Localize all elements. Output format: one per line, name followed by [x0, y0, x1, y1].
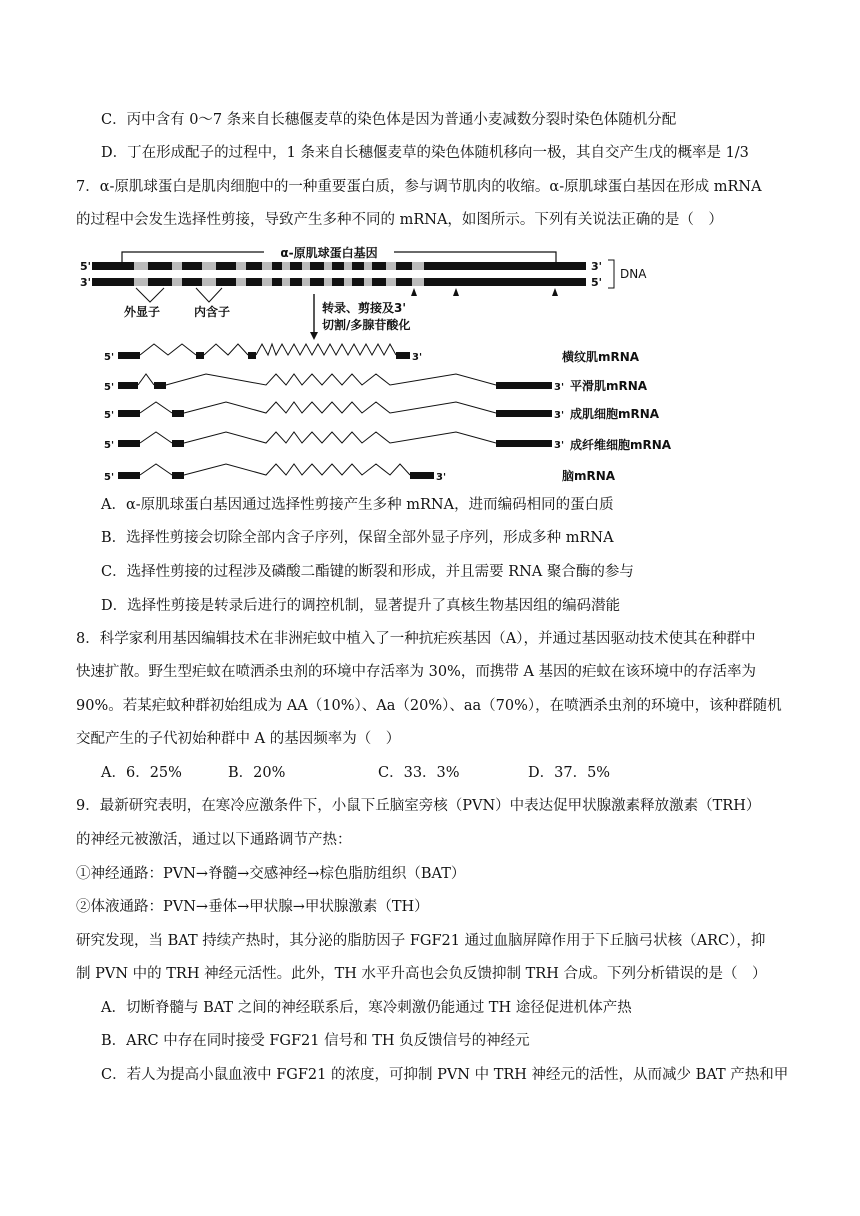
- q9-pathway-humoral: ②体液通路：PVN→垂体→甲状腺→甲状腺激素（TH）: [76, 899, 429, 915]
- q9-option-c: C．若人为提高小鼠血液中 FGF21 的浓度，可抑制 PVN 中 TRH 神经元的活性，从而减少 BAT 产热和甲: [101, 1067, 789, 1083]
- exon-label: 外显子: [124, 305, 161, 319]
- cleavage-triangle: [552, 288, 558, 296]
- mrna-smooth: [104, 374, 564, 393]
- q7-option-d: D．选择性剪接是转录后进行的调控机制，显著提升了真核生物基因组的编码潜能: [101, 598, 621, 614]
- q9-stem-line1: 9．最新研究表明，在寒冷应激条件下，小鼠下丘脑室旁核（PVN）中表达促甲状腺激素释放激素（TRH）: [76, 798, 761, 814]
- q8-stem-line4: 交配产生的子代初始种群中 A 的基因频率为（ ）: [76, 731, 401, 747]
- mrna-myoblast: [104, 402, 564, 421]
- q8-stem-line2: 快速扩散。野生型疟蚊在喷洒杀虫剂的环境中存活率为 30%，而携带 A 基因的疟蚊在该环境中的存活率为: [76, 664, 757, 680]
- dna-5prime-top: 5': [80, 260, 92, 273]
- q9-stem-line2: 的神经元被激活，通过以下通路调节产热：: [76, 832, 352, 848]
- process-label-line2: 切割/多腺苷酸化: [322, 318, 411, 332]
- cleavage-triangle: [453, 288, 459, 296]
- mrna-label-4: 成纤维细胞mRNA: [570, 438, 672, 452]
- mrna-label-1: 横纹肌mRNA: [562, 350, 640, 364]
- dna-3prime-top: 3': [591, 260, 603, 273]
- svg-text:5': 5': [104, 472, 115, 483]
- dna-5prime-bottom: 5': [591, 276, 603, 289]
- intron-label: 内含子: [194, 305, 231, 319]
- mrna-fibroblast: [104, 432, 564, 451]
- q8-option-b: B．20%: [228, 765, 286, 781]
- q7-option-c: C．选择性剪接的过程涉及磷酸二酯键的断裂和形成，并且需要 RNA 聚合酶的参与: [101, 564, 634, 580]
- q6-option-d: D．丁在形成配子的过程中，1 条来自长穗偃麦草的染色体随机移向一极，其自交产生戊的概率是 1/3: [101, 145, 749, 161]
- q6-option-c: C．丙中含有 0～7 条来自长穗偃麦草的染色体是因为普通小麦减数分裂时染色体随机分配: [101, 112, 677, 128]
- gene-label: α-原肌球蛋白基因: [280, 246, 378, 260]
- svg-text:5': 5': [104, 382, 115, 393]
- q8-option-a: A．6．25%: [101, 765, 182, 781]
- q7-option-a: A．α-原肌球蛋白基因通过选择性剪接产生多种 mRNA，进而编码相同的蛋白质: [101, 497, 614, 513]
- splicing-figure: [76, 240, 696, 488]
- q8-option-d: D．37．5%: [528, 765, 611, 781]
- svg-text:3': 3': [554, 382, 565, 393]
- q9-option-b: B．ARC 中存在同时接受 FGF21 信号和 TH 负反馈信号的神经元: [101, 1033, 530, 1049]
- q7-stem-line1: 7．α-原肌球蛋白是肌肉细胞中的一种重要蛋白质，参与调节肌肉的收缩。α-原肌球蛋白基因在形成 mRNA: [76, 179, 762, 195]
- dna-3prime-bottom: 3': [80, 276, 92, 289]
- svg-text:3': 3': [554, 440, 565, 451]
- cleavage-triangle: [411, 288, 417, 296]
- mrna-label-3: 成肌细胞mRNA: [570, 407, 660, 421]
- q7-option-b: B．选择性剪接会切除全部内含子序列，保留全部外显子序列，形成多种 mRNA: [101, 530, 614, 546]
- process-arrow: [310, 332, 318, 340]
- q8-stem-line3: 90%。若某疟蚊种群初始组成为 AA（10%）、Aa（20%）、aa（70%），在喷洒杀虫剂的环境中，该种群随机: [76, 698, 782, 714]
- svg-text:3': 3': [412, 352, 423, 363]
- dna-label: DNA: [620, 267, 647, 281]
- mrna-label-2: 平滑肌mRNA: [570, 379, 648, 393]
- svg-text:3': 3': [554, 410, 565, 421]
- q9-pathway-neural: ①神经通路：PVN→脊髓→交感神经→棕色脂肪组织（BAT）: [76, 866, 466, 882]
- q8-stem-line1: 8．科学家利用基因编辑技术在非洲疟蚊中植入了一种抗疟疾基因（A），并通过基因驱动技术使其在种群中: [76, 631, 756, 647]
- q9-option-a: A．切断脊髓与 BAT 之间的神经联系后，寒冷刺激仍能通过 TH 途径促进机体产热: [101, 1000, 632, 1016]
- process-label-line1: 转录、剪接及3': [322, 301, 407, 315]
- q8-option-c: C．33．3%: [378, 765, 460, 781]
- svg-text:5': 5': [104, 410, 115, 421]
- mrna-brain: [104, 464, 446, 483]
- dna-bottom-strand: [92, 278, 586, 286]
- svg-text:5': 5': [104, 352, 115, 363]
- dna-top-strand: [92, 262, 586, 270]
- q9-stem-line3: 研究发现，当 BAT 持续产热时，其分泌的脂肪因子 FGF21 通过血脑屏障作用于下丘脑弓状核（ARC），抑: [76, 933, 766, 949]
- q9-stem-line4: 制 PVN 中的 TRH 神经元活性。此外，TH 水平升高也会负反馈抑制 TRH 合成。下列分析错误的是（ ）: [76, 966, 767, 982]
- svg-text:3': 3': [436, 472, 447, 483]
- mrna-label-5: 脑mRNA: [562, 469, 616, 483]
- svg-text:5': 5': [104, 440, 115, 451]
- q7-stem-line2: 的过程中会发生选择性剪接，导致产生多种不同的 mRNA，如图所示。下列有关说法正确的是（ ）: [76, 212, 723, 228]
- mrna-striated: [104, 344, 422, 363]
